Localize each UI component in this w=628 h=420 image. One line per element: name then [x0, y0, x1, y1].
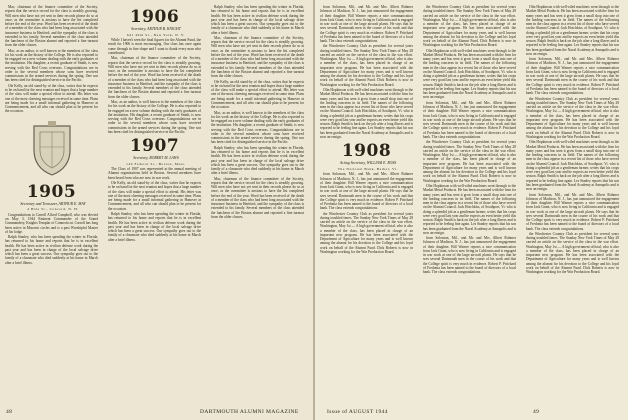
page-number: 49 [533, 409, 540, 415]
page-number: 48 [6, 409, 13, 415]
column-text: Mac, as an author, is well known to the members of the class for his work on the history of the College. He is also reported to be engaged on a new volume dealing with the early graduates of the institution. His daughter, a recent graduate of Smith, is now serving with the Red Cross overseas. Congratulations are in order to the several members whose sons have received commissions in the armed services during the spring. One son has been cited for distinguished service in the Pacific. [5, 48, 98, 83]
column-text: Olin Hopkinson with well-oiled machines went through to the Market Metal Products. He has been associated with the firm for many years and has seen it grow from a small shop into one of the leading concerns in its field. The names of the following men in the class appear in a recent list of those who have served on the Alumni Council. Jack Hotchkiss, of Southport, Vt. who is doing a splendid job as a gentleman farmer, writes that his crops were very good last year and he expects an even better yield this season. Ralph Smith is back on the job after a long illness and is reported to be feeling fine again. Les Stanley reports that his son has been graduated from the Naval Academy at Annapolis and is now an ensign. [526, 5, 619, 56]
column-text: the Winchester Country Club as president for several years during troubled times. The Sunday New York Times of May 28 carried an article on the service of the class in the war effort. Washington, May 1st — A high government official, who is also a member of the class, has been placed in charge of an important new program. He has been associated with the Department of Agriculture for many years and is well known among the alumni for his devotion to the College and his loyal work on behalf of the Alumni Fund. Dick Roberts is now in Washington working for the War Production Board. [423, 5, 516, 48]
running-foot: Issue of AUGUST 1944 [327, 409, 388, 415]
column-text: Mac, chairman of the finance committee of the Society, reports that the service record for the class is steadily growing. Will men who have not yet sent in their records please do so at once, as the committee is anxious to have the list completed before the end of the year. Word has been received of the death of a member of the class who had been long associated with the insurance business in Hartford, and the sympathy of the class is extended to his family. Several members of the class attended the luncheon of the Boston alumni and reported a fine turnout from the older classes. [5, 5, 98, 48]
column-text: the Winchester Country Club as president for several years during troubled times. The Sunday New York Times of May 28 carried an article on the service of the class in the war effort. Washington, May 1st — A high government official, who is also a member of the class, has been placed in charge of an important new program. He has been associated with the Department of Agriculture for many years and is well known among the alumni for his devotion to the College and his loyal work on behalf of the Alumni Fund. Dick Roberts is now in Washington working for the War Production Board. [320, 44, 413, 87]
column-text: Olin Hopkinson with well-oiled machines went through to the Market Metal Products. He has been associated with the firm for many years and has seen it grow from a small shop into one of the leading concerns in its field. The names of the following men in the class appear in a recent list of those who have served on the Alumni Council. Jack Hotchkiss, of Southport, Vt. who is doing a splendid job as a gentleman farmer, writes that his crops were very good last year and he expects an even better yield this season. Ralph Smith is back on the job after a long illness and is reported to be feeling fine again. Les Stanley reports that his son has been graduated from the Naval Academy at Annapolis and is now an ensign. [423, 48, 516, 100]
column-text: from Solomon, Mil., and Mr. and Mrs. Albert Rohmer Johnson of Madison, N. J., has just announced the engagement of their daughter. Bill Warner reports a nice communication from Jack Grant, who is now living in California and is engaged in war work at one of the large aircraft plants. He says that he sees several Dartmouth men in the course of his work and that the College spirit is very much in evidence. Robert P. Pritchard of Fredonia has been named to the board of directors of a local bank. The class extends congratulations. [423, 236, 516, 275]
column-text: from Solomon, Mil., and Mr. and Mrs. Albert Rohmer Johnson of Madison, N. J., has just announced the engagement of their daughter. Bill Warner reports a nice communication from Jack Grant, who is now living in California and is engaged in war work at one of the large aircraft plants. He says that he sees several Dartmouth men in the course of his work and that the College spirit is very much in evidence. Robert P. Pritchard of Fredonia has been named to the board of directors of a local bank. The class extends congratulations. [526, 192, 619, 231]
left-page [0, 0, 313, 420]
column-text: the Winchester Country Club as president for several years during troubled times. The Sunday New York Times of May 28 carried an article on the service of the class in the war effort. Washington, May 1st — A high government official, who is also a member of the class, has been placed in charge of an important new program. He has been associated with the Department of Agriculture for many years and is well known among the alumni for his devotion to the College and his loyal work on behalf of the Alumni Fund. Dick Roberts is now in Washington working for the War Production Board. [526, 231, 619, 275]
address-line: 140 Federal St., Boston, Mass. [126, 161, 186, 166]
running-foot: DARTMOUTH ALUMNI MAGAZINE [200, 409, 299, 415]
secretary-line: Secretary, ARTHUR B. KNIGHT [131, 27, 181, 31]
left-column-2 [108, 5, 201, 243]
column-text: from Solomon, Mil., and Mr. and Mrs. Albert Rohmer Johnson of Madison, N. J., has just announced the engagement of their daughter. Bill Warner reports a nice communication from Jack Grant, who is now living in California and is engaged in war work at one of the large aircraft plants. He says that he sees several Dartmouth men in the course of his work and that the College spirit is very much in evidence. Robert P. Pritchard of Fredonia has been named to the board of directors of a local bank. The class extends congratulations. [320, 172, 413, 211]
right-column-2 [423, 5, 516, 276]
class-note-text: While I haven't seen the final figures for the Alumni Fund, the result for 1906 is most encouraging. Our class has once again come through in fine shape and I want to thank every man who contributed. [108, 38, 201, 55]
column-text: Ralph Stanley, who has been spending the winter in Florida, has returned to his home and reports that he is in excellent health. He has been active in civilian defense work during the past year and has been in charge of the local salvage drive which has been a great success. Our sympathy goes out to the family of a classmate who died suddenly at his home in March after a brief illness. [108, 212, 201, 242]
class-year-heading: 1906 [129, 7, 180, 27]
left-column-3 [211, 5, 304, 220]
column-text: Ralph Stanley, who has been spending the winter in Florida, has returned to his home and reports that he is in excellent health. He has been active in civilian defense work during the past year and has been in charge of the local salvage drive which has been a great success. Our sympathy goes out to the family of a classmate who died suddenly at his home in March after a brief illness. [5, 235, 98, 265]
column-text: Ole Kelly, an old stand-by of the class, writes that he expects to be on hand for the next reunion and hopes that a large number of the class will make a special effort to attend. His letter was one of the most cheering messages received in some time. Plans are being made for a small informal gathering in Hanover at Commencement, and all who can should plan to be present for the occasion. [108, 181, 201, 211]
column-text: Mac, chairman of the finance committee of the Society, reports that the service record for the class is steadily growing. Will men who have not yet sent in their records please do so at once, as the committee is anxious to have the list completed before the end of the year. Word has been received of the death of a member of the class who had been long associated with the insurance business in Hartford, and the sympathy of the class is extended to his family. Several members of the class attended the luncheon of the Boston alumni and reported a fine turnout from the older classes. [211, 176, 304, 219]
secretary-line: Secretary, ROBERT M. LAWS [133, 156, 179, 160]
column-text: Olin Hopkinson with well-oiled machines went through to the Market Metal Products. He has been associated with the firm for many years and has seen it grow from a small shop into one of the leading concerns in its field. The names of the following men in the class appear in a recent list of those who have served on the Alumni Council. Jack Hotchkiss, of Southport, Vt. who is doing a splendid job as a gentleman farmer, writes that his crops were very good last year and he expects an even better yield this season. Ralph Smith is back on the job after a long illness and is reported to be feeling fine again. Les Stanley reports that his son has been graduated from the Naval Academy at Annapolis and is now an ensign. [526, 140, 619, 192]
column-text: from Solomon, Mil., and Mr. and Mrs. Albert Rohmer Johnson of Madison, N. J., has just announced the engagement of their daughter. Bill Warner reports a nice communication from Jack Grant, who is now living in California and is engaged in war work at one of the large aircraft plants. He says that he sees several Dartmouth men in the course of his work and that the College spirit is very much in evidence. Robert P. Pritchard of Fredonia has been named to the board of directors of a local bank. The class extends congratulations. [320, 5, 413, 43]
right-column-3 [526, 5, 619, 276]
column-text: Mac, as an author, is well known to the members of the class for his work on the history of the College. He is also reported to be engaged on a new volume dealing with the early graduates of the institution. His daughter, a recent graduate of Smith, is now serving with the Red Cross overseas. Congratulations are in order to the several members whose sons have received commissions in the armed services during the spring. One son has been cited for distinguished service in the Pacific. [211, 110, 304, 145]
address-line: 4 Hale St., Concord, N. H. [27, 207, 79, 212]
class-year-heading: 1907 [129, 136, 180, 156]
class-year-heading: 1905 [26, 181, 77, 202]
column-text: from Solomon, Mil., and Mr. and Mrs. Albert Rohmer Johnson of Madison, N. J., has just announced the engagement of their daughter. Bill Warner reports a nice communication from Jack Grant, who is now living in California and is engaged in war work at one of the large aircraft plants. He says that he sees several Dartmouth men in the course of his work and that the College spirit is very much in evidence. Robert P. Pritchard of Fredonia has been named to the board of directors of a local bank. The class extends congratulations. [423, 100, 516, 139]
column-text: Mac, as an author, is well known to the members of the class for his work on the history of the College. He is also reported to be engaged on a new volume dealing with the early graduates of the institution. His daughter, a recent graduate of Smith, is now serving with the Red Cross overseas. Congratulations are in order to the several members whose sons have received commissions in the armed services during the spring. One son has been cited for distinguished service in the Pacific. [108, 100, 201, 134]
class-note-text: Congratulations to Carroll Alford Campbell, who was elected on May 3, 1944 Eminent Commander of the Grand Commandery, Knights Templar of Connecticut. Carroll has long been active in Masonic circles and is a past Worshipful Master of his lodge. [5, 212, 98, 234]
address-line: The National Bank, Bethel, Vt. [337, 166, 399, 171]
column-text: Olin Hopkinson with well-oiled machines went through to the Market Metal Products. He has been associated with the firm for many years and has seen it grow from a small shop into one of the leading concerns in its field. The names of the following men in the class appear in a recent list of those who have served on the Alumni Council. Jack Hotchkiss, of Southport, Vt. who is doing a splendid job as a gentleman farmer, writes that his crops were very good last year and he expects an even better yield this season. Ralph Smith is back on the job after a long illness and is reported to be feeling fine again. Les Stanley reports that his son has been graduated from the Naval Academy at Annapolis and is now an ensign. [423, 184, 516, 235]
column-text: Ralph Stanley, who has been spending the winter in Florida, has returned to his home and reports that he is in excellent health. He has been active in civilian defense work during the past year and has been in charge of the local salvage drive which has been a great success. Our sympathy goes out to the family of a classmate who died suddenly at his home in March after a brief illness. [211, 5, 304, 35]
shield-emblem-icon [30, 120, 74, 178]
column-text: Ole Kelly, an old stand-by of the class, writes that he expects to be on hand for the next reunion and hopes that a large number of the class will make a special effort to attend. His letter was one of the most cheering messages received in some time. Plans are being made for a small informal gathering in Hanover at Commencement, and all who can should plan to be present for the occasion. [211, 79, 304, 110]
column-text: Mac, chairman of the finance committee of the Society, reports that the service record for the class is steadily growing. Will men who have not yet sent in their records please do so at once, as the committee is anxious to have the list completed before the end of the year. Word has been received of the death of a member of the class who had been long associated with the insurance business in Hartford, and the sympathy of the class is extended to his family. Several members of the class attended the luncheon of the Boston alumni and reported a fine turnout from the older classes. [108, 56, 201, 99]
column-text: the Winchester Country Club as president for several years during troubled times. The Sunday New York Times of May 28 carried an article on the service of the class in the war effort. Washington, May 1st — A high government official, who is also a member of the class, has been placed in charge of an important new program. He has been associated with the Department of Agriculture for many years and is well known among the alumni for his devotion to the College and his loyal work on behalf of the Alumni Fund. Dick Roberts is now in Washington working for the War Production Board. [423, 140, 516, 183]
right-column-1 [320, 5, 413, 255]
address-line: 641 49th St., New York, N. Y. [127, 32, 185, 37]
class-note-text: The Class of 1907 was represented at the annual meeting of Alumni organizations held in Boston. Several members have been heard from who are now in war work. [108, 167, 201, 180]
secretary-line: Secretary and Treasurer, ARTHUR E. MAY [20, 201, 86, 206]
column-text: Ole Kelly, an old stand-by of the class, writes that he expects to be on hand for the next reunion and hopes that a large number of the class will make a special effort to attend. His letter was one of the most cheering messages received in some time. Plans are being made for a small informal gathering in Hanover at Commencement, and all who can should plan to be present for the occasion. [5, 83, 98, 114]
left-column-1 [5, 5, 98, 266]
column-text: Mac, chairman of the finance committee of the Society, reports that the service record for the class is steadily growing. Will men who have not yet sent in their records please do so at once, as the committee is anxious to have the list completed before the end of the year. Word has been received of the death of a member of the class who had been long associated with the insurance business in Hartford, and the sympathy of the class is extended to his family. Several members of the class attended the luncheon of the Boston alumni and reported a fine turnout from the older classes. [211, 35, 304, 79]
column-text: from Solomon, Mil., and Mr. and Mrs. Albert Rohmer Johnson of Madison, N. J., has just announced the engagement of their daughter. Bill Warner reports a nice communication from Jack Grant, who is now living in California and is engaged in war work at one of the large aircraft plants. He says that he sees several Dartmouth men in the course of his work and that the College spirit is very much in evidence. Robert P. Pritchard of Fredonia has been named to the board of directors of a local bank. The class extends congratulations. [526, 57, 619, 96]
column-text: Olin Hopkinson with well-oiled machines went through to the Market Metal Products. He has been associated with the firm for many years and has seen it grow from a small shop into one of the leading concerns in its field. The names of the following men in the class appear in a recent list of those who have served on the Alumni Council. Jack Hotchkiss, of Southport, Vt. who is doing a splendid job as a gentleman farmer, writes that his crops were very good last year and he expects an even better yield this season. Ralph Smith is back on the job after a long illness and is reported to be feeling fine again. Les Stanley reports that his son has been graduated from the Naval Academy at Annapolis and is now an ensign. [320, 88, 413, 139]
column-text: the Winchester Country Club as president for several years during troubled times. The Sunday New York Times of May 28 carried an article on the service of the class in the war effort. Washington, May 1st — A high government official, who is also a member of the class, has been placed in charge of an important new program. He has been associated with the Department of Agriculture for many years and is well known among the alumni for his devotion to the College and his loyal work on behalf of the Alumni Fund. Dick Roberts is now in Washington working for the War Production Board. [320, 211, 413, 254]
column-text: the Winchester Country Club as president for several years during troubled times. The Sunday New York Times of May 28 carried an article on the service of the class in the war effort. Washington, May 1st — A high government official, who is also a member of the class, has been placed in charge of an important new program. He has been associated with the Department of Agriculture for many years and is well known among the alumni for his devotion to the College and his loyal work on behalf of the Alumni Fund. Dick Roberts is now in Washington working for the War Production Board. [526, 96, 619, 139]
secretary-line: Acting Secretary, WILLIAM E. ROSS [339, 161, 397, 166]
right-page [315, 0, 628, 420]
column-text: Ralph Stanley, who has been spending the winter in Florida, has returned to his home and reports that he is in excellent health. He has been active in civilian defense work during the past year and has been in charge of the local salvage drive which has been a great success. Our sympathy goes out to the family of a classmate who died suddenly at his home in March after a brief illness. [211, 145, 304, 176]
class-year-heading: 1908 [341, 141, 392, 162]
